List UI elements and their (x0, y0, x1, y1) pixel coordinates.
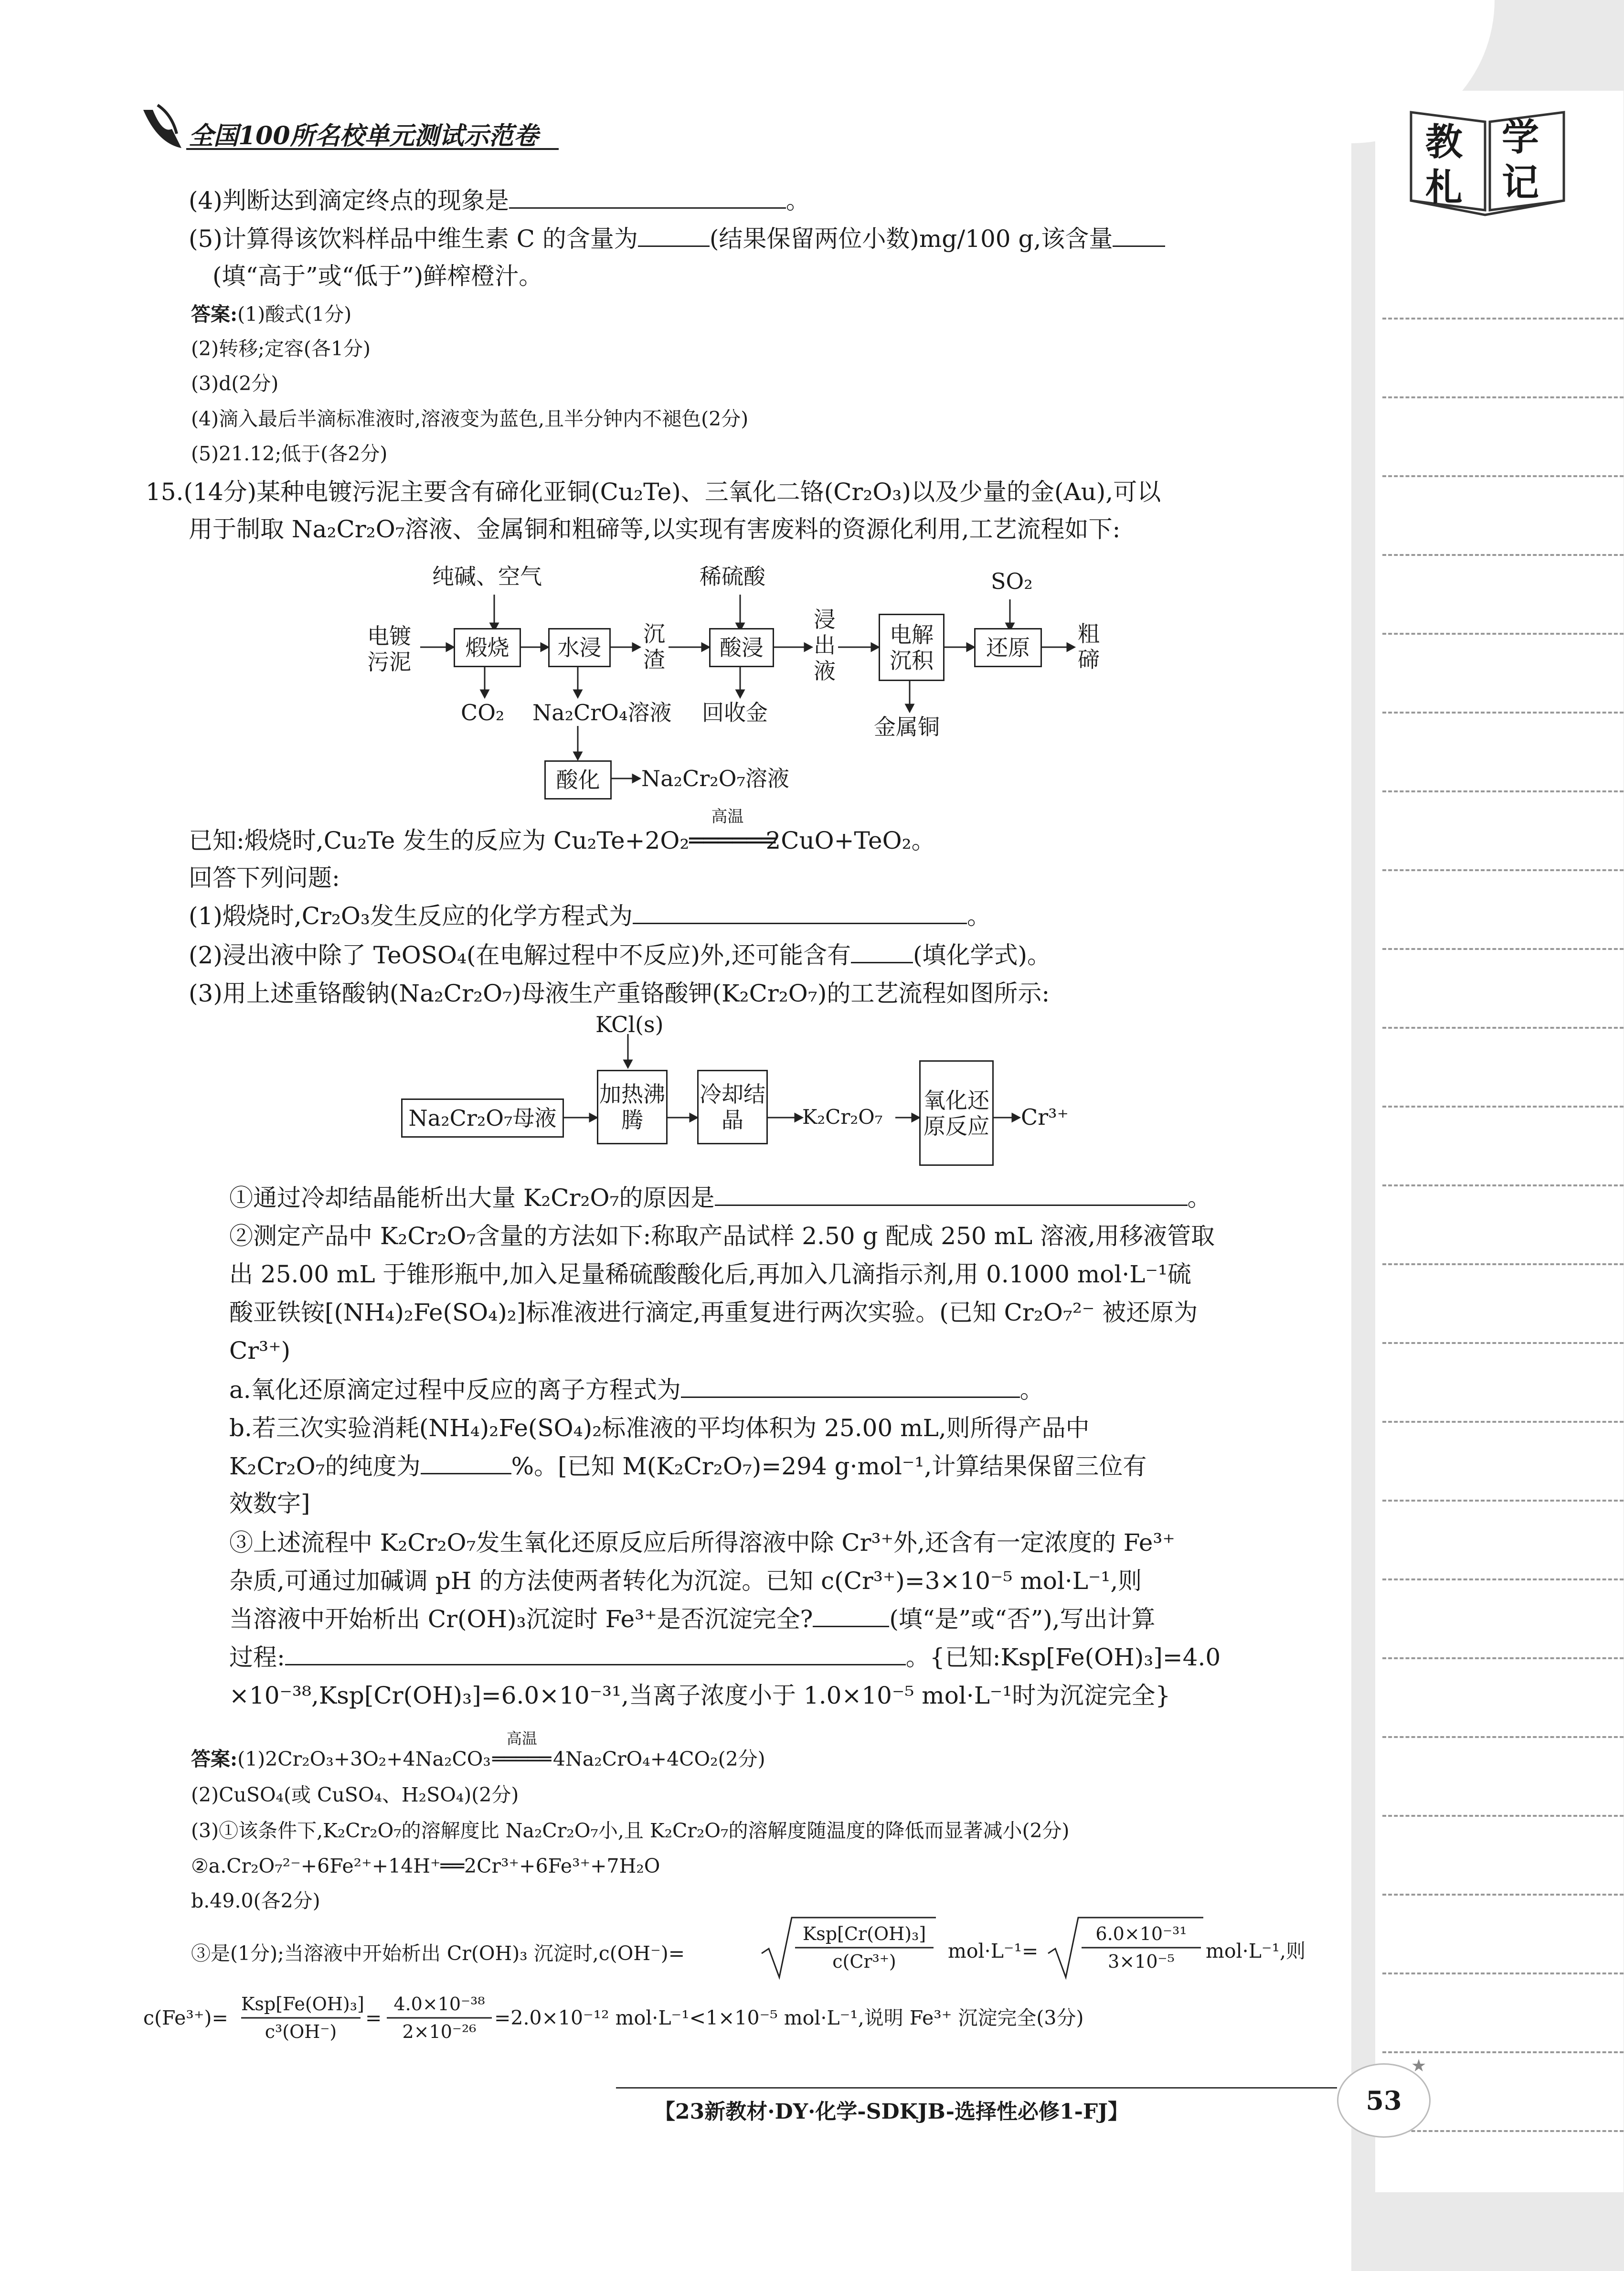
footer-rule (616, 2087, 1337, 2089)
note-line (1382, 1894, 1624, 1896)
flow2-input-kcl: KCl(s) (595, 1012, 664, 1037)
page-number: 53 (1337, 2063, 1431, 2138)
q15-sub2-line3: 酸亚铁铵[(NH₄)₂Fe(SO₄)₂]标准液进行滴定,再重复进行两次实验。(已知 Cr₂O₇²⁻ 被还原为 (229, 1299, 1198, 1326)
note-line (1382, 2051, 1624, 2053)
note-line (1382, 712, 1624, 714)
footer-code: 【23新教材·DY·化学-SDKJB-选择性必修1-FJ】 (654, 2100, 1129, 2124)
q15-sub1: ①通过冷却结晶能析出大量 K₂Cr₂O₇的原因是 。 (229, 1184, 1211, 1212)
flow1-step-water-leach: 水浸 (548, 628, 611, 667)
formula-numerator: 4.0×10⁻³⁸ (393, 1994, 485, 2015)
q15-part2: (2)浸出液中除了 TeOSO₄(在电解过程中不反应)外,还可能含有 (填化学式)。 (189, 941, 1051, 969)
flow1-input-3: SO₂ (991, 568, 1033, 594)
notes-title-char: 学 (1502, 116, 1539, 159)
formula-denominator: c(Cr³⁺) (832, 1951, 896, 1972)
q14-part5: (5)计算得该饮料样品中维生素 C 的含量为 (结果保留两位小数)mg/100 g,该含量 (189, 224, 1165, 253)
flow1-step-electrolysis: 电解沉积 (879, 614, 945, 681)
q15-sub3-line5: ×10⁻³⁸,Ksp[Cr(OH)₃]=6.0×10⁻³¹,当离子浓度小于 1.0×10⁻⁵ mol·L⁻¹时为沉淀完全} (229, 1682, 1171, 1709)
q15-intro-2: 用于制取 Na₂Cr₂O₇溶液、金属铜和粗碲等,以实现有害废料的资源化利用,工艺流程如下: (189, 515, 1121, 543)
note-line (1382, 1815, 1624, 1817)
note-line (1382, 1736, 1624, 1738)
note-line (1382, 1972, 1624, 1974)
flow2-product: K₂Cr₂O₇ (802, 1105, 883, 1129)
q15-answer-3: (3)①该条件下,K₂Cr₂O₇的溶解度比 Na₂Cr₂O₇小,且 K₂Cr₂O₇的溶解度随温度的降低而显著减小(2分) (191, 1819, 1070, 1842)
flow2-step-redox: 氧化还原反应 (919, 1060, 994, 1166)
flow2-end: Cr³⁺ (1021, 1104, 1069, 1130)
flow1-input-1: 纯碱、空气 (432, 564, 542, 589)
q14-answer-1: 答案:(1)酸式(1分) (191, 303, 352, 326)
q15-part1: (1)煅烧时,Cr₂O₃发生反应的化学方程式为 。 (189, 902, 991, 930)
formula-numerator: Ksp[Fe(OH)₃] (241, 1994, 364, 2015)
note-line (1382, 1106, 1624, 1108)
q15-sub2-line4: Cr³⁺) (229, 1337, 291, 1365)
fe-fraction-tail: =2.0×10⁻¹² mol·L⁻¹<1×10⁻⁵ mol·L⁻¹,说明 Fe³⁺ 沉淀完全(3分) (494, 2006, 1084, 2029)
note-line (1382, 396, 1624, 398)
brand-logo-icon (138, 100, 186, 153)
note-line (1382, 1342, 1624, 1344)
formula-numerator: 6.0×10⁻³¹ (1095, 1923, 1187, 1944)
note-line (1382, 1657, 1624, 1659)
q14-answer-3: (3)d(2分) (191, 372, 279, 395)
flow2-step-heat-boil: 加热沸腾 (597, 1070, 668, 1144)
q15-answer-1: 答案:(1)2Cr₂O₃+3O₂+4Na₂CO₃ 高温 ═════4Na₂CrO₄+4CO₂(2分) (191, 1729, 765, 1770)
note-line (1382, 790, 1624, 792)
brand-title: 全国100所名校单元测试示范卷 (189, 121, 539, 150)
flow1-residue: 沉渣 (643, 621, 665, 672)
flow1-step-acid-leach: 酸浸 (709, 628, 774, 667)
formula-unit: mol·L⁻¹= (948, 1940, 1039, 1962)
notes-book-icon (1406, 103, 1569, 217)
note-line (1382, 869, 1624, 871)
q15-answer-4: ②a.Cr₂O₇²⁻+6Fe²⁺+14H⁺══2Cr³⁺+6Fe³⁺+7H₂O (191, 1855, 660, 1877)
notes-area (1375, 91, 1624, 2192)
q15-sub2-line1: ②测定产品中 K₂Cr₂O₇含量的方法如下:称取产品试样 2.50 g 配成 250 mL 溶液,用移液管取 (229, 1222, 1215, 1250)
q15-intro-1: 15.(14分)某种电镀污泥主要含有碲化亚铜(Cu₂Te)、三氧化二铬(Cr₂O₃)以及少量的金(Au),可以 (146, 478, 1161, 506)
note-line (1382, 1184, 1624, 1186)
q15-answer-2: (2)CuSO₄(或 CuSO₄、H₂SO₄)(2分) (191, 1783, 519, 1806)
note-line (1382, 1263, 1624, 1265)
formula-denominator: c³(OH⁻) (265, 2021, 337, 2042)
q15-sub3-line2: 杂质,可通过加碱调 pH 的方法使两者转化为沉淀。已知 c(Cr³⁺)=3×10⁻⁵ mol·L⁻¹,则 (229, 1567, 1142, 1595)
note-line (1382, 948, 1624, 950)
note-line (1382, 1500, 1624, 1502)
formula-denominator: 3×10⁻⁵ (1108, 1951, 1175, 1972)
note-line (1382, 1421, 1624, 1423)
notes-title-char: 记 (1502, 161, 1539, 204)
flow1-step-acidify: 酸化 (544, 760, 612, 800)
note-line (1382, 475, 1624, 477)
notes-title-char: 札 (1425, 166, 1463, 209)
q15-answer-below: 回答下列问题: (189, 864, 340, 892)
note-line (1382, 554, 1624, 556)
q15-sub2-b-line2: K₂Cr₂O₇的纯度为 %。[已知 M(K₂Cr₂O₇)=294 g·mol⁻¹,计算结果保留三位有 (229, 1452, 1147, 1480)
q15-known: 已知:煅烧时,Cu₂Te 发生的反应为 Cu₂Te+2O₂ 高温 ══════2CuO+TeO₂。 (189, 807, 935, 854)
flow1-output-na2cro4: Na₂CrO₄溶液 (532, 700, 672, 725)
flow2-start: Na₂Cr₂O₇母液 (401, 1098, 564, 1138)
q14-part4: (4)判断达到滴定终点的现象是 。 (189, 187, 810, 214)
flow1-output-na2cr2o7: Na₂Cr₂O₇溶液 (641, 766, 789, 791)
flow1-input-2: 稀硫酸 (700, 564, 765, 589)
fe-fraction-lead: c(Fe³⁺)= (143, 2006, 228, 2029)
q15-sub3-line1: ③上述流程中 K₂Cr₂O₇发生氧化还原反应后所得溶液中除 Cr³⁺外,还含有一定浓度的 Fe³⁺ (229, 1529, 1175, 1557)
note-line (1382, 2130, 1624, 2132)
flow1-output-co2: CO₂ (461, 700, 505, 725)
notes-title-char: 教 (1425, 120, 1463, 164)
flow1-step-calcine: 煅烧 (454, 628, 521, 667)
flow1-leachate: 浸出液 (814, 607, 836, 684)
flow2-step-cool-crystallize: 冷却结晶 (697, 1070, 768, 1144)
q15-sub2-line2: 出 25.00 mL 于锥形瓶中,加入足量稀硫酸酸化后,再加入几滴指示剂,用 0.1000 mol·L⁻¹硫 (229, 1260, 1191, 1288)
q14-answer-4: (4)滴入最后半滴标准液时,溶液变为蓝色,且半分钟内不褪色(2分) (191, 407, 749, 430)
flow1-end: 粗碲 (1078, 621, 1100, 672)
q15-answer-5: b.49.0(各2分) (191, 1889, 320, 1912)
note-line (1382, 633, 1624, 635)
q14-answer-5: (5)21.12;低于(各2分) (191, 442, 388, 465)
q15-sub2-b-line1: b.若三次实验消耗(NH₄)₂Fe(SO₄)₂标准液的平均体积为 25.00 mL,则所得产品中 (229, 1414, 1090, 1442)
q15-answer-6-lead: ③是(1分);当溶液中开始析出 Cr(OH)₃ 沉淀时,c(OH⁻)= (191, 1942, 685, 1965)
flow1-start: 电镀污泥 (367, 623, 411, 675)
q15-sub2-a: a.氧化还原滴定过程中反应的离子方程式为 。 (229, 1376, 1044, 1404)
formula-numerator: Ksp[Cr(OH)₃] (802, 1923, 926, 1944)
star-icon: ★ (1411, 2056, 1427, 2076)
formula-equals: = (365, 2006, 382, 2029)
header-rule (186, 148, 559, 150)
note-line (1382, 1027, 1624, 1029)
q14-part5-cont: (填“高于”或“低于”)鲜榨橙汁。 (212, 262, 543, 290)
q14-answer-2: (2)转移;定容(各1分) (191, 337, 371, 360)
q15-sub2-b-line3: 效数字] (229, 1490, 310, 1517)
flow1-output-gold: 回收金 (702, 700, 768, 725)
formula-tail: mol·L⁻¹,则 (1206, 1940, 1306, 1962)
q15-sub3-line3: 当溶液中开始析出 Cr(OH)₃沉淀时 Fe³⁺是否沉淀完全? (填“是”或“否”),写出计算 (229, 1605, 1156, 1633)
formula-denominator: 2×10⁻²⁶ (402, 2021, 477, 2042)
q15-sub3-line4: 过程: 。{已知:Ksp[Fe(OH)₃]=4.0 (229, 1643, 1221, 1671)
note-line (1382, 318, 1624, 320)
flow1-output-copper: 金属铜 (874, 714, 940, 740)
note-line (1382, 1578, 1624, 1580)
q15-part3: (3)用上述重铬酸钠(Na₂Cr₂O₇)母液生产重铬酸钾(K₂Cr₂O₇)的工艺流程如图所示: (189, 980, 1050, 1007)
flow1-step-reduce: 还原 (974, 628, 1042, 667)
